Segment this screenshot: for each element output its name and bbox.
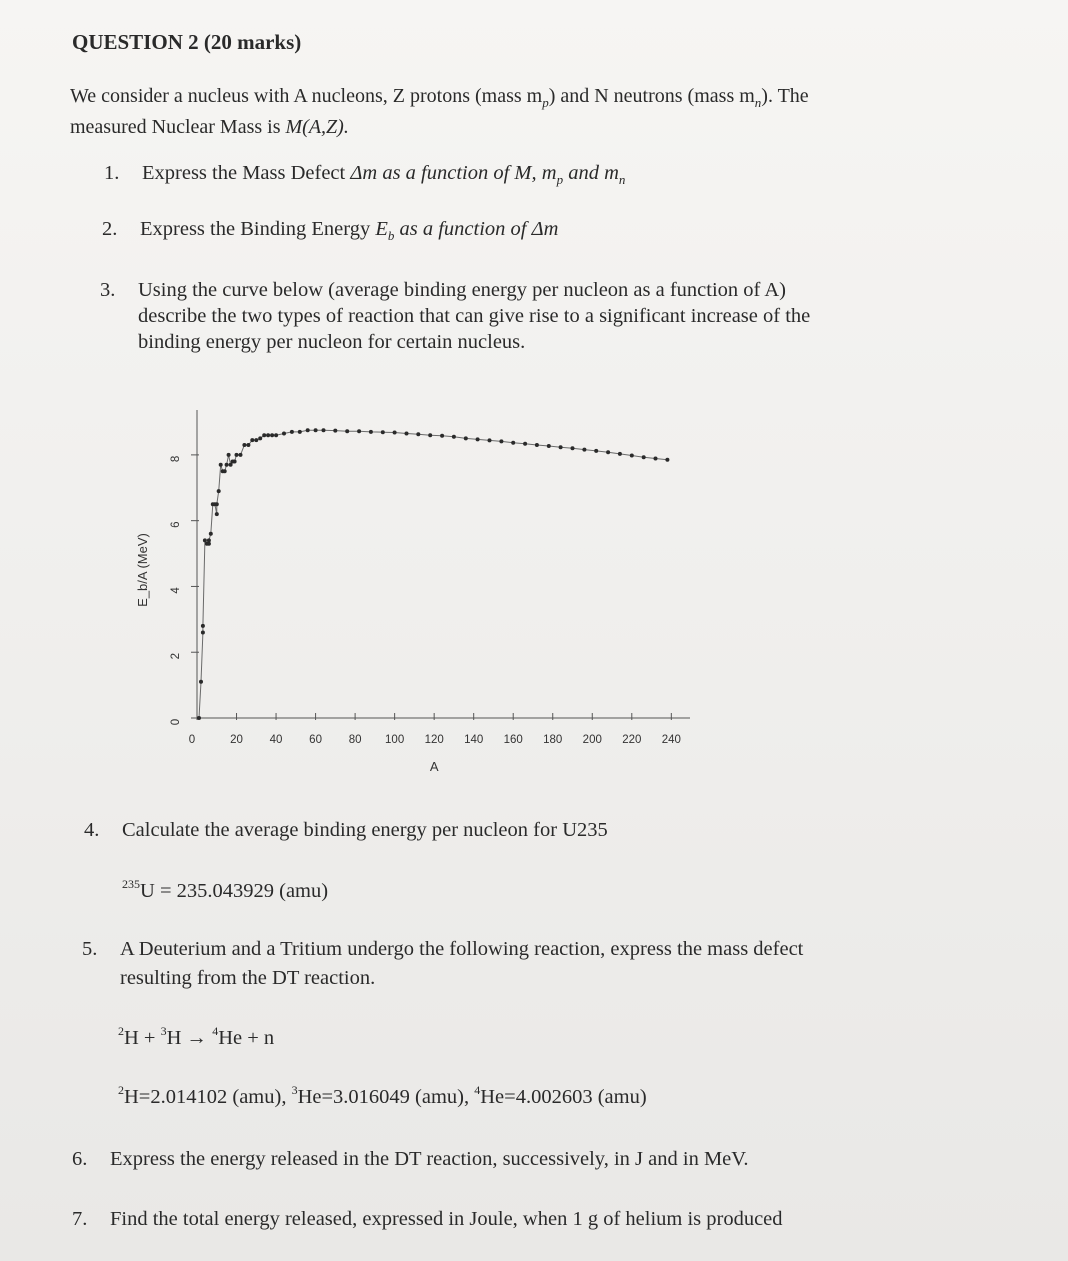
y-tick-label: 4: [170, 587, 182, 594]
data-point: [225, 463, 229, 467]
intro-line-2: measured Nuclear Mass is M(A,Z).: [70, 116, 349, 138]
data-point: [266, 433, 270, 437]
y-tick-label: 2: [170, 653, 182, 660]
data-point: [571, 446, 575, 450]
data-point: [227, 453, 231, 457]
data-point: [665, 458, 669, 462]
intro-line-1: We consider a nucleus with A nucleons, Z protons (mass $m_p$) and N neutrons (mass $m_n$). The: [70, 85, 809, 110]
question-item-2: 2. Express the Binding Energy $E_b$ as a function of Δm: [102, 218, 559, 244]
data-point: [250, 438, 254, 442]
data-point: [306, 428, 310, 432]
data-point: [290, 430, 294, 434]
data-point: [476, 437, 480, 441]
data-point: [369, 430, 373, 434]
data-point: [559, 445, 563, 449]
x-axis-title: A: [429, 759, 439, 774]
data-point: [242, 443, 246, 447]
data-point: [654, 457, 658, 461]
data-point: [217, 489, 221, 493]
data-point: [201, 624, 205, 628]
data-point: [630, 454, 634, 458]
data-point: [440, 434, 444, 438]
question-item-5: 5. A Deuterium and a Tritium undergo the following reaction, express the mass defect resulting from the DT reaction.: [82, 938, 804, 989]
data-point: [219, 463, 223, 467]
x-tick-label: 120: [424, 734, 444, 746]
u235-mass: $^{235}$U = 235.043929 (amu): [122, 877, 329, 902]
data-point: [511, 441, 515, 445]
data-point: [464, 436, 468, 440]
question-item-6: 6. Express the energy released in the DT reaction, successively, in J and in MeV.: [72, 1148, 749, 1170]
x-tick-label: 200: [582, 734, 602, 746]
x-tick-label: 220: [622, 734, 642, 746]
data-point: [215, 512, 219, 516]
question-title: QUESTION 2 (20 marks): [72, 30, 302, 54]
data-point: [258, 436, 262, 440]
data-point: [345, 429, 349, 433]
binding-energy-chart-svg: [125, 400, 715, 800]
binding-energy-chart: [125, 400, 715, 800]
dt-reaction-equation: $^2$H + $^3$H → $^4$He + n: [118, 1024, 275, 1049]
item-3-line-2: describe the two types of reaction that can give rise to a significant increase of the: [138, 305, 811, 327]
x-tick-label: 80: [348, 734, 362, 746]
y-axis-title: E_b/A (MeV): [135, 533, 150, 607]
data-point: [618, 452, 622, 456]
data-point: [239, 453, 243, 457]
data-point: [262, 433, 266, 437]
data-point: [270, 433, 274, 437]
x-tick-label: 100: [385, 734, 405, 746]
x-tick-label: 60: [309, 734, 322, 746]
data-point: [215, 502, 219, 506]
data-point: [199, 680, 203, 684]
x-tick-label: 240: [661, 734, 681, 746]
data-point: [642, 455, 646, 459]
data-point: [235, 453, 239, 457]
y-tick-label: 6: [170, 521, 182, 528]
data-point: [488, 438, 492, 442]
x-tick-label: 160: [503, 734, 523, 746]
data-point: [223, 469, 227, 473]
x-tick-label: 40: [269, 734, 283, 746]
data-point: [393, 431, 397, 435]
data-point: [201, 631, 205, 635]
data-point: [499, 439, 503, 443]
data-point: [314, 428, 318, 432]
question-item-3: 3. Using the curve below (average binding energy per nucleon as a function of A) describe the two types of reaction that can give rise to a significant increase of the binding energy per nucleon for certain nucleus.: [100, 277, 980, 303]
data-point: [535, 443, 539, 447]
y-tick-label: 0: [170, 718, 182, 726]
data-point: [523, 442, 527, 446]
data-point: [594, 449, 598, 453]
x-tick-label: 0: [188, 734, 196, 746]
data-point: [197, 716, 201, 720]
data-point: [405, 432, 409, 436]
data-point: [233, 460, 237, 464]
data-point: [254, 438, 258, 442]
data-point: [207, 538, 211, 542]
question-item-4: 4. Calculate the average binding energy per nucleon for U235: [84, 819, 608, 841]
binding-energy-curve: [199, 430, 667, 718]
data-point: [381, 430, 385, 434]
data-point: [582, 448, 586, 452]
data-point: [606, 450, 610, 454]
item-3-line-1: Using the curve below (average binding energy per nucleon as a function of A): [138, 279, 787, 301]
data-point: [357, 429, 361, 433]
data-point: [322, 428, 326, 432]
question-item-1: 1. Express the Mass Defect Δm as a function of M, $m_p$ and $m_n$: [104, 162, 626, 188]
data-point: [416, 432, 420, 436]
data-point: [547, 444, 551, 448]
question-item-7: 7. Find the total energy released, expressed in Joule, when 1 g of helium is produced: [72, 1208, 783, 1230]
data-point: [428, 433, 432, 437]
item-3-line-3: binding energy per nucleon for certain nucleus.: [138, 331, 526, 353]
x-tick-label: 140: [464, 734, 484, 746]
data-point: [333, 429, 337, 433]
isotope-masses: $^2$H=2.014102 (amu), $^3$He=3.016049 (amu), $^4$He=4.002603 (amu): [118, 1083, 647, 1108]
intro-paragraph: [70, 84, 990, 140]
x-tick-label: 180: [543, 734, 563, 746]
data-point: [298, 430, 302, 434]
data-point: [209, 532, 213, 536]
data-point: [282, 432, 286, 436]
x-tick-label: 20: [230, 734, 243, 746]
data-point: [452, 435, 456, 439]
y-tick-label: 8: [170, 455, 182, 463]
data-point: [274, 433, 278, 437]
data-point: [246, 443, 250, 447]
